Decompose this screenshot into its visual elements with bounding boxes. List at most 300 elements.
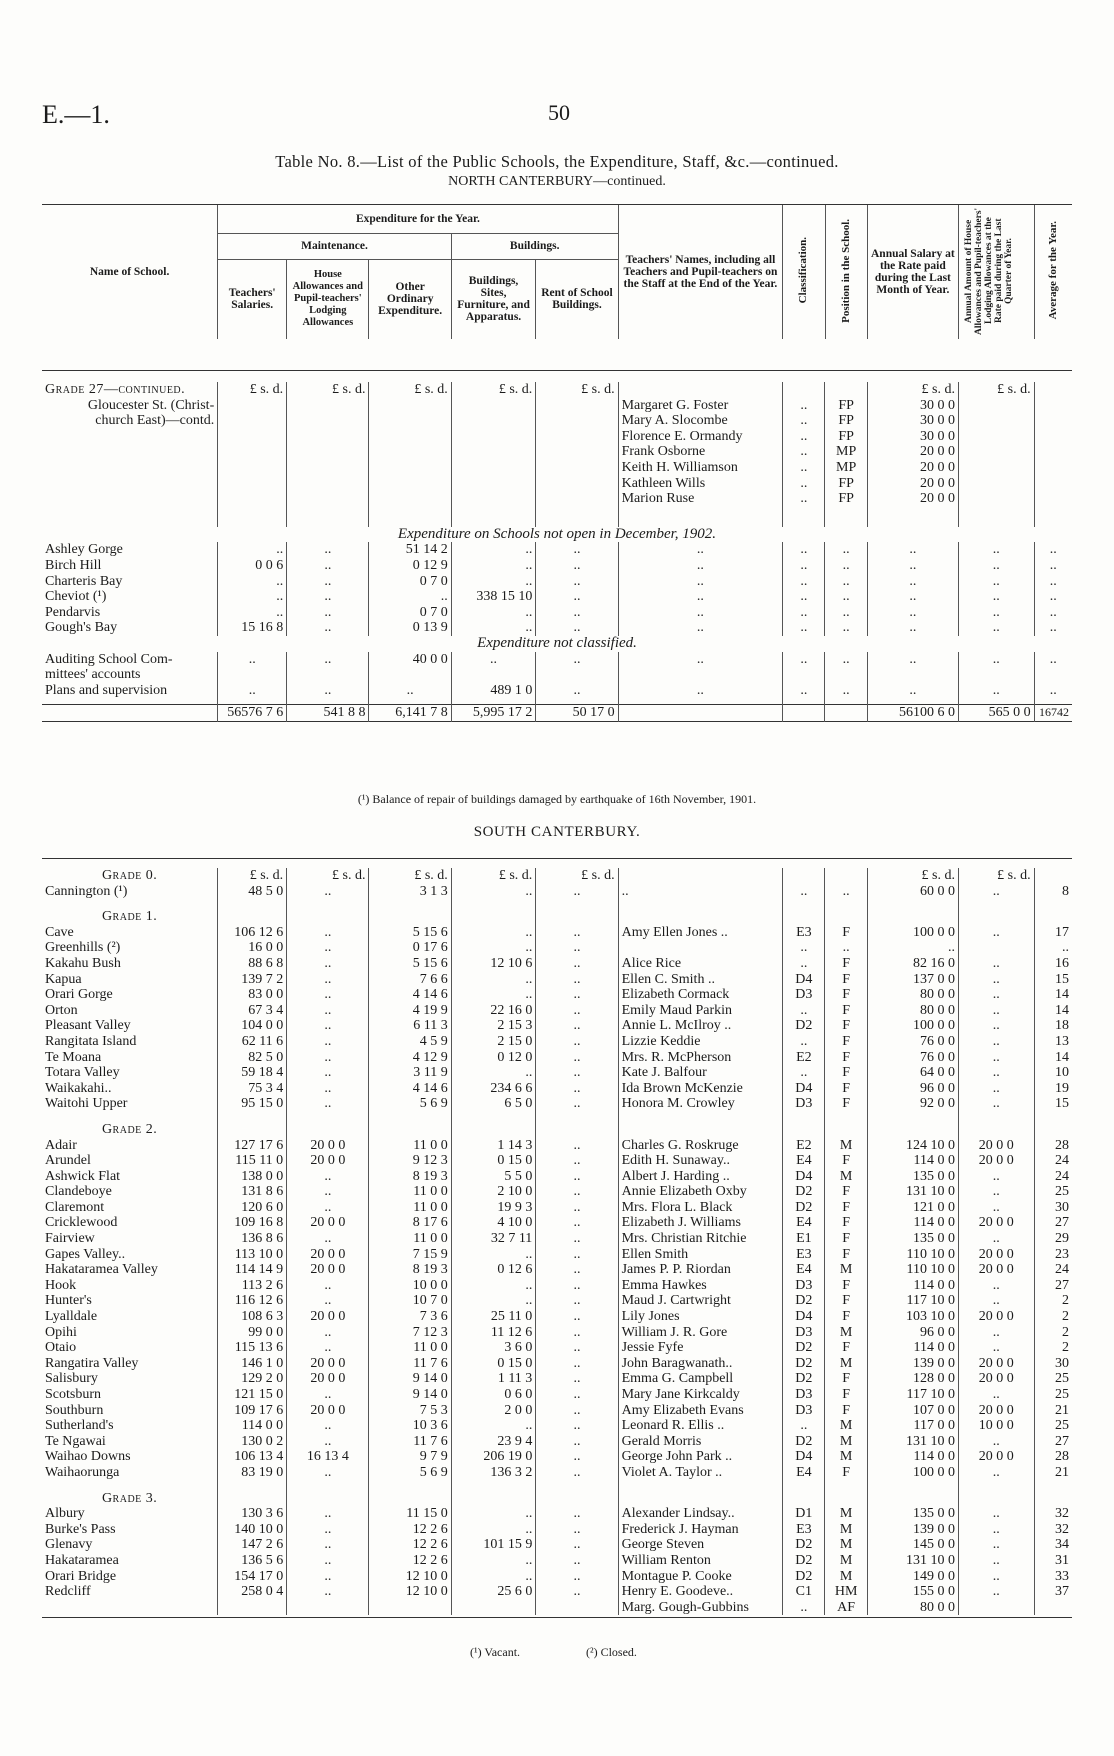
annual-salary: 128 0 0 [867,1371,958,1387]
other-expenditure: 7 15 9 [369,1247,451,1263]
average-attendance: 29 [1034,1231,1072,1247]
other-expenditure: 4 12 9 [369,1050,451,1066]
not-applicable: .. [618,574,783,590]
empty-cell [369,909,451,925]
rent: .. [536,683,618,699]
allowances: .. [958,925,1034,941]
empty-cell [42,705,218,722]
not-applicable: .. [825,683,867,699]
not-applicable: .. [783,605,825,621]
not-applicable: .. [618,620,783,636]
lsd-unit: £ s. d. [867,868,958,884]
position: F [825,1387,867,1403]
buildings-sites: .. [451,987,536,1003]
house-allowances: .. [287,1434,369,1450]
average-attendance: 25 [1034,1184,1072,1200]
position: .. [825,940,867,956]
table-row [42,1553,1072,1569]
classification: E3 [783,1247,825,1263]
other-expenditure: 7 3 6 [369,1309,451,1325]
house-allowances: .. [287,1065,369,1081]
empty-cell [958,667,1034,683]
header-maintenance: Maintenance. [218,233,452,259]
classification: E1 [783,1231,825,1247]
empty-cell [825,705,867,722]
empty-cell [1034,507,1072,527]
allowances: .. [958,1506,1034,1522]
other-expenditure: 6 11 3 [369,1018,451,1034]
school-name: Ashley Gorge [45,542,123,558]
empty-cell [1034,1481,1072,1491]
buildings-sites [451,1600,536,1616]
average-attendance: .. [1034,940,1072,956]
classification: E4 [783,1215,825,1231]
column-header [42,205,1072,339]
empty-cell [218,667,287,683]
average-attendance: 21 [1034,1465,1072,1481]
empty-cell [958,444,1034,460]
table-row [42,1403,1072,1419]
buildings-sites: .. [451,1553,536,1569]
buildings-sites: .. [451,1569,536,1585]
grade-row [42,868,1072,884]
lsd-unit: £ s. d. [451,382,536,398]
south-bottom-rule [42,1617,1072,1618]
total-sites: 5,995 17 2 [451,705,536,722]
not-applicable: .. [958,605,1034,621]
total-other: 6,141 7 8 [369,705,451,722]
average-attendance: 24 [1034,1262,1072,1278]
empty-cell [618,1122,783,1138]
position: F [825,1465,867,1481]
not-applicable: .. [1034,589,1072,605]
classification: C1 [783,1584,825,1600]
position: F [825,1050,867,1066]
position: M [825,1138,867,1154]
annual-salary: 135 0 0 [867,1169,958,1185]
empty-cell [618,1112,783,1122]
teachers-salaries: 99 0 0 [218,1325,287,1341]
buildings-sites: 1 14 3 [451,1138,536,1154]
classification: D2 [783,1356,825,1372]
empty-cell [867,909,958,925]
average-attendance: 2 [1034,1293,1072,1309]
teacher-name: Henry E. Goodeve.. [618,1584,783,1600]
annual-salary: 117 10 0 [867,1293,958,1309]
header-buildings: Buildings. [451,233,618,259]
teacher-name: Ellen Smith [618,1247,783,1263]
teachers-salaries: 104 0 0 [218,1018,287,1034]
house-allowances: .. [287,558,369,574]
not-applicable: .. [783,558,825,574]
annual-salary: 137 0 0 [867,972,958,988]
position: F [825,1371,867,1387]
teacher-name: Margaret G. Foster [618,398,783,414]
classification: .. [783,476,825,492]
other-expenditure: 12 10 0 [369,1569,451,1585]
not-applicable: .. [867,574,958,590]
empty-cell [618,868,783,884]
teacher-name: Frank Osborne [618,444,783,460]
position: AF [825,1600,867,1616]
buildings-sites: 0 15 0 [451,1153,536,1169]
teacher-name: Ida Brown McKenzie [618,1081,783,1097]
spacer-row [42,507,1072,527]
not-applicable: .. [618,652,783,668]
buildings-sites: 0 15 0 [451,1356,536,1372]
classification: E3 [783,925,825,941]
rent: .. [536,1003,618,1019]
teachers-salaries: 147 2 6 [218,1537,287,1553]
empty-cell [218,909,287,925]
average-attendance: 16 [1034,956,1072,972]
position: F [825,1065,867,1081]
empty-cell [42,1112,218,1122]
other-expenditure: 7 5 3 [369,1403,451,1419]
allowances: .. [958,972,1034,988]
position: F [825,1034,867,1050]
school-name: Greenhills (²) [45,940,121,956]
empty-cell [783,382,825,398]
house-allowances: .. [287,925,369,941]
lsd-unit: £ s. d. [287,382,369,398]
rent: .. [536,652,618,668]
school-name: Clandeboye [45,1184,112,1200]
empty-cell [1034,868,1072,884]
average-attendance: 15 [1034,1096,1072,1112]
empty-cell [618,909,783,925]
average-attendance: 32 [1034,1522,1072,1538]
school-name: Charteris Bay [45,573,123,589]
teacher-name: Alice Rice [618,956,783,972]
classification: D3 [783,1387,825,1403]
rent: .. [536,1153,618,1169]
empty-cell [618,667,783,683]
empty-cell [783,868,825,884]
annual-salary: 64 0 0 [867,1065,958,1081]
buildings-sites: 4 10 0 [451,1215,536,1231]
not-applicable: .. [1034,542,1072,558]
not-applicable: .. [783,683,825,699]
allowances: .. [958,1065,1034,1081]
empty-cell [42,507,218,527]
empty-cell [958,398,1034,414]
house-allowances: .. [287,987,369,1003]
empty-cell [825,909,867,925]
empty-cell [783,705,825,722]
teachers-salaries: 82 5 0 [218,1050,287,1066]
empty-cell [287,476,369,492]
teachers-salaries: 75 3 4 [218,1081,287,1097]
annual-salary: 107 0 0 [867,1403,958,1419]
table-row [42,1309,1072,1325]
house-allowances: .. [287,652,369,668]
teachers-salaries: 16 0 0 [218,940,287,956]
empty-cell [369,413,451,429]
allowances: .. [958,1387,1034,1403]
rent [536,1600,618,1616]
teacher-name: Mary A. Slocombe [618,413,783,429]
teacher-row [42,491,1072,507]
school-name: Claremont [45,1199,105,1215]
annual-salary: 114 0 0 [867,1340,958,1356]
region-subtitle: NORTH CANTERBURY—continued. [448,174,666,189]
empty-cell [369,1112,451,1122]
table-row [42,1278,1072,1294]
empty-cell [1034,476,1072,492]
rent: .. [536,1537,618,1553]
table-row [42,1050,1072,1066]
school-name: Waihao Downs [45,1449,131,1465]
header-annual-salary: Annual Salary at the Rate paid during the Last Month of Year. [867,205,958,339]
annual-salary: 96 0 0 [867,1325,958,1341]
classification: .. [783,940,825,956]
table-row [42,1356,1072,1372]
allowances: .. [958,1034,1034,1050]
average-attendance: 15 [1034,972,1072,988]
buildings-sites: .. [451,1065,536,1081]
school-name: Glenavy [45,1537,93,1553]
empty-cell [42,491,218,507]
empty-cell [287,909,369,925]
house-allowances: 16 13 4 [287,1449,369,1465]
empty-cell [783,1481,825,1491]
classification: D3 [783,1096,825,1112]
not-applicable: .. [1034,574,1072,590]
annual-salary: 149 0 0 [867,1569,958,1585]
empty-cell [218,507,287,527]
position: M [825,1418,867,1434]
allowances: .. [958,1325,1034,1341]
not-applicable: .. [867,620,958,636]
house-allowances: .. [287,542,369,558]
teacher-row [42,398,1072,414]
table-row [42,1003,1072,1019]
section-row [42,527,1072,543]
buildings-sites: 22 16 0 [451,1003,536,1019]
school-name: Orari Bridge [45,1568,117,1584]
table-row [42,1081,1072,1097]
empty-cell [218,398,287,414]
grade-row [42,1491,1072,1507]
buildings-sites: 32 7 11 [451,1231,536,1247]
empty-cell [287,1122,369,1138]
table-row [42,1449,1072,1465]
position: F [825,1340,867,1356]
classification: .. [783,884,825,900]
table-row [42,1215,1072,1231]
house-allowances: .. [287,940,369,956]
not-applicable: .. [825,542,867,558]
empty-cell [536,444,618,460]
position: F [825,1403,867,1419]
other-expenditure: 11 0 0 [369,1138,451,1154]
school-name: Te Moana [45,1049,102,1065]
other-expenditure: 3 1 3 [369,884,451,900]
position: HM [825,1584,867,1600]
empty-cell [287,899,369,909]
empty-cell [369,899,451,909]
empty-cell [287,1481,369,1491]
teacher-row [42,460,1072,476]
other-expenditure: 11 0 0 [369,1184,451,1200]
empty-cell [825,667,867,683]
empty-cell [218,413,287,429]
empty-cell [369,398,451,414]
position: MP [825,444,867,460]
average-attendance: 37 [1034,1584,1072,1600]
empty-cell [618,1481,783,1491]
allowances: .. [958,1553,1034,1569]
rent: .. [536,1371,618,1387]
allowances: .. [958,1096,1034,1112]
empty-cell [287,429,369,445]
teacher-name: George Steven [618,1537,783,1553]
house-allowances: .. [287,1465,369,1481]
not-applicable: .. [783,542,825,558]
table-row [42,1034,1072,1050]
teacher-name: Maud J. Cartwright [618,1293,783,1309]
teacher-name: Mrs. Flora L. Black [618,1200,783,1216]
teachers-salaries: 121 15 0 [218,1387,287,1403]
rent: .. [536,1138,618,1154]
annual-salary: 121 0 0 [867,1200,958,1216]
school-name: Kapua [45,971,82,987]
classification: .. [783,491,825,507]
classification: E3 [783,1522,825,1538]
rent: .. [536,1356,618,1372]
table-row [42,683,1072,699]
average-attendance: 14 [1034,1003,1072,1019]
rent: .. [536,1584,618,1600]
teacher-name: Mrs. Christian Ritchie [618,1231,783,1247]
teacher-name: Marion Ruse [618,491,783,507]
not-applicable: .. [783,652,825,668]
position: F [825,1081,867,1097]
buildings-sites: .. [451,1293,536,1309]
empty-cell [451,899,536,909]
school-name: Orton [45,1002,78,1018]
empty-cell [287,507,369,527]
empty-cell [1034,398,1072,414]
section-title: Expenditure on Schools not open in December, 1902. [397,526,717,542]
allowances: .. [958,1200,1034,1216]
school-name: mittees' accounts [45,667,141,683]
rent: .. [536,1522,618,1538]
buildings-sites: 136 3 2 [451,1465,536,1481]
position: FP [825,429,867,445]
lsd-unit: £ s. d. [958,382,1034,398]
not-applicable: .. [825,574,867,590]
classification: D2 [783,1200,825,1216]
school-name: Southburn [45,1402,104,1418]
school-name: Salisbury [45,1371,98,1387]
empty-cell [1034,429,1072,445]
allowances: 20 0 0 [958,1356,1034,1372]
position: M [825,1449,867,1465]
empty-cell [958,460,1034,476]
teachers-salaries: .. [218,574,287,590]
rent: .. [536,940,618,956]
rent: .. [536,1034,618,1050]
house-allowances: .. [287,1050,369,1066]
table-row [42,972,1072,988]
empty-cell [287,1491,369,1507]
table-row [42,1537,1072,1553]
empty-cell [369,1491,451,1507]
classification: D2 [783,1371,825,1387]
rent: .. [536,558,618,574]
house-allowances: 20 0 0 [287,1356,369,1372]
table-row [42,620,1072,636]
teacher-name: Florence E. Ormandy [618,429,783,445]
empty-cell [1034,1122,1072,1138]
teacher-name: Elizabeth J. Williams [618,1215,783,1231]
rent: .. [536,1569,618,1585]
school-name: Sutherland's [45,1418,114,1434]
house-allowances: .. [287,1325,369,1341]
empty-cell [369,444,451,460]
table-row [42,884,1072,900]
teachers-salaries: 139 7 2 [218,972,287,988]
teacher-name: Honora M. Crowley [618,1096,783,1112]
empty-cell [783,1122,825,1138]
south-top-rule [42,858,1072,859]
allowances: .. [958,884,1034,900]
empty-cell [218,460,287,476]
empty-cell [42,1481,218,1491]
other-expenditure: 12 10 0 [369,1584,451,1600]
teacher-name: Frederick J. Hayman [618,1522,783,1538]
table-row [42,589,1072,605]
table-row [42,1247,1072,1263]
footnote-vacant: (¹) Vacant. [470,1645,521,1659]
header-teachers-salaries: Teachers' Salaries. [218,259,287,339]
teacher-name: Annie L. McIlroy .. [618,1018,783,1034]
lsd-unit: £ s. d. [218,868,287,884]
classification: D3 [783,1325,825,1341]
empty-cell [536,507,618,527]
other-expenditure: 12 2 6 [369,1553,451,1569]
empty-cell [287,460,369,476]
section-row [42,636,1072,652]
school-name: Arundel [45,1153,91,1169]
position: F [825,1184,867,1200]
school-name: Pendarvis [45,604,101,620]
average-attendance: 33 [1034,1569,1072,1585]
other-expenditure [369,1600,451,1616]
buildings-sites: 2 10 0 [451,1184,536,1200]
allowances: 20 0 0 [958,1138,1034,1154]
house-allowances: .. [287,1293,369,1309]
teachers-salaries: 109 17 6 [218,1403,287,1419]
empty-cell [536,1122,618,1138]
not-applicable: .. [1034,620,1072,636]
house-allowances: 20 0 0 [287,1371,369,1387]
table-row [42,1096,1072,1112]
school-name [42,1600,218,1616]
average-attendance: 10 [1034,1065,1072,1081]
table-row [42,1065,1072,1081]
not-applicable: .. [783,574,825,590]
not-applicable: .. [867,652,958,668]
empty-cell [958,507,1034,527]
annual-salary: 103 10 0 [867,1309,958,1325]
position: FP [825,476,867,492]
annual-salary: 100 0 0 [867,925,958,941]
north-footnote: (¹) Balance of repair of buildings damaged by earthquake of 16th November, 1901. [357,792,757,806]
teachers-salaries: 0 0 6 [218,558,287,574]
